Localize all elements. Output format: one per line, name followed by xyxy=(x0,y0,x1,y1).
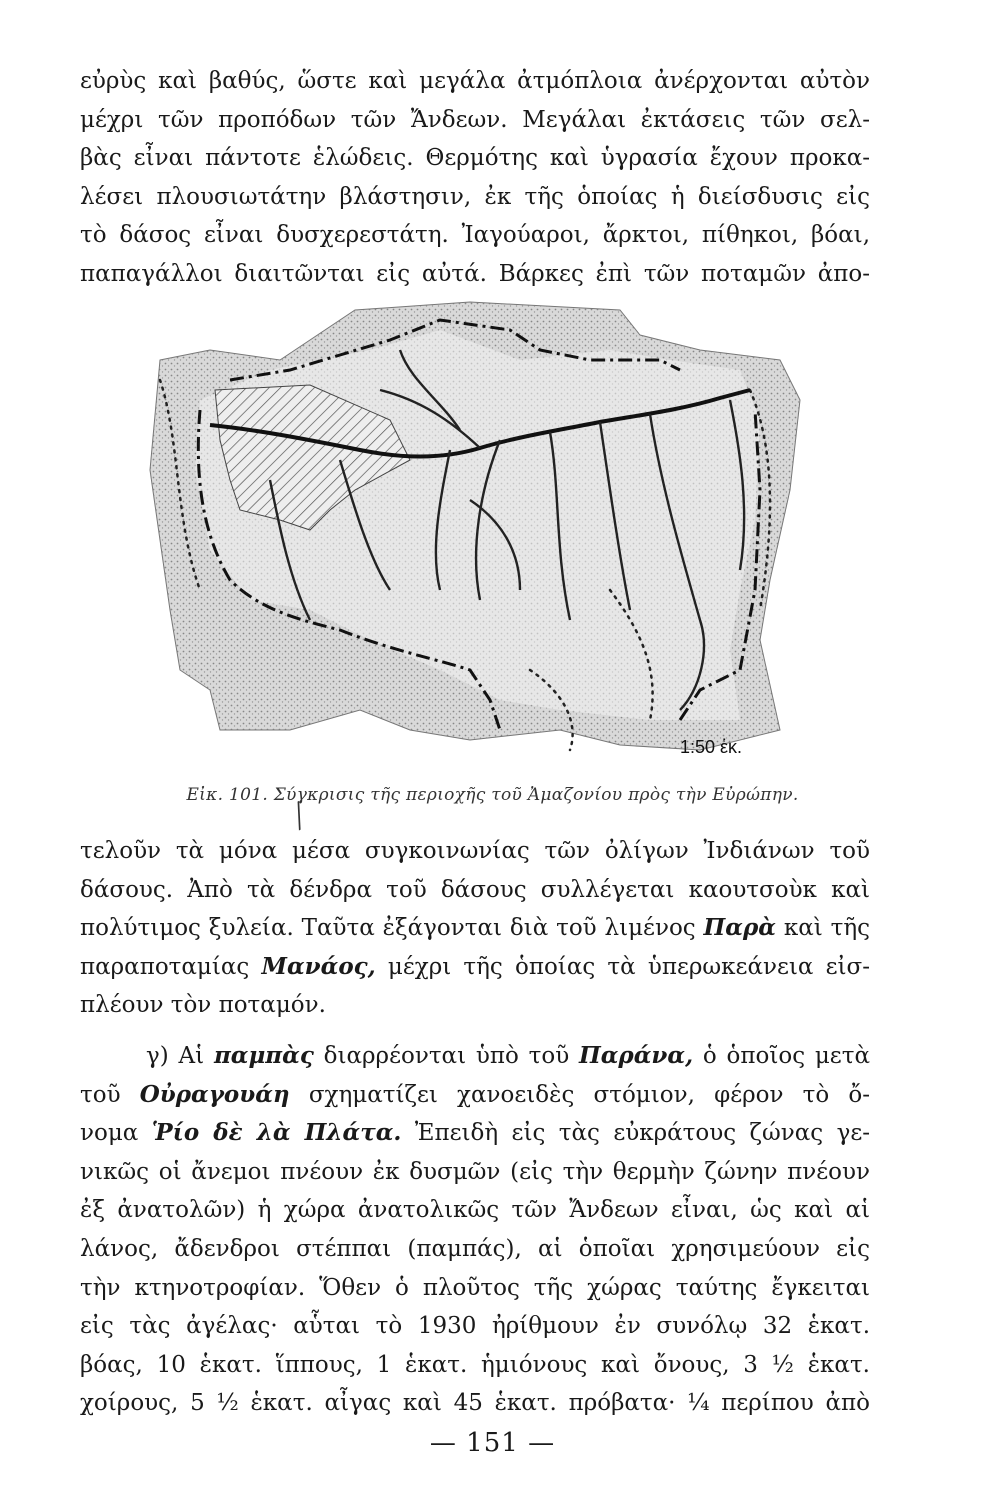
text-line: βὰς εἶναι πάντοτε ἑλώδεις. Θερμότης καὶ ὑγρασία ἔχουν προκα- xyxy=(80,145,870,172)
text-line: παραποταμίας Μανάος, μέχρι τῆς ὁποίας τὰ ὑπερωκεάνεια εἰσ- xyxy=(80,952,871,980)
text-line: τὴν κτηνοτροφίαν. Ὅθεν ὁ πλοῦτος τῆς χώρας ταύτης ἔγκειται xyxy=(80,1274,870,1301)
figure-caption: Εἰκ. 101. Σύγκρισις τῆς περιοχῆς τοῦ Ἀμαζονίου πρὸς τὴν Εὐρώπην. xyxy=(186,785,799,805)
text-line: παπαγάλλοι διαιτῶνται εἰς αὐτά. Βάρκες ἐπὶ τῶν ποταμῶν ἀπο- xyxy=(80,260,870,287)
text-line: δάσους. Ἀπὸ τὰ δένδρα τοῦ δάσους συλλέγεται καουτσοὺκ καὶ xyxy=(80,876,870,903)
map-illustration xyxy=(140,290,820,770)
text-line: πολύτιμος ξυλεία. Ταῦτα ἐξάγονται διὰ τοῦ λιμένος Παρὰ καὶ τῆς xyxy=(80,914,871,942)
text-line: μέχρι τῶν προπόδων τῶν Ἄνδεων. Μεγάλαι ἐκτάσεις τῶν σελ- xyxy=(80,106,870,133)
pencil-mark: ╱ xyxy=(287,802,312,831)
text-line: λάνος, ἄδενδροι στέππαι (παμπάς), αἱ ὁποῖαι χρησιμεύουν εἰς xyxy=(80,1235,870,1262)
paragraph-top xyxy=(80,62,870,294)
text-line: ἐξ ἀνατολῶν) ἡ χώρα ἀνατολικῶς τῶν Ἄνδεων εἶναι, ὡς καὶ αἱ xyxy=(80,1197,870,1224)
text-line: γ) Αἱ παμπὰς διαρρέονται ὑπὸ τοῦ Παράνα, ὁ ὁποῖος μετὰ xyxy=(146,1042,870,1069)
page-number: — 151 — xyxy=(429,1428,556,1458)
paragraph-pampas xyxy=(80,1037,870,1423)
text-line: εἰς τὰς ἀγέλας· αὗται τὸ 1930 ἠρίθμουν ἐν συνόλῳ 32 ἑκατ. xyxy=(80,1313,870,1340)
text-line: τοῦ Οὐραγουάη σχηματίζει χανοειδὲς στόμιον, φέρον τὸ ὄ- xyxy=(80,1080,871,1108)
text-line: εὐρὺς καὶ βαθύς, ὥστε καὶ μεγάλα ἀτμόπλοια ἀνέρχονται αὐτὸν xyxy=(80,68,870,94)
text-line: νομα Ῥίο δὲ λὰ Πλάτα. Ἐπειδὴ εἰς τὰς εὐκράτους ζώνας γε- xyxy=(80,1119,871,1147)
text-line: λέσει πλουσιωτάτην βλάστησιν, ἐκ τῆς ὁποίας ἡ διείσδυσις εἰς xyxy=(80,183,870,210)
amazon-europe-map-figure xyxy=(140,290,820,770)
text-line: πλέουν τὸν ποταμόν. xyxy=(80,992,326,1019)
text-line: βόας, 10 ἑκατ. ἵππους, 1 ἑκατ. ἡμιόνους καὶ ὄνους, 3 ½ ἑκατ. xyxy=(80,1351,870,1378)
text-line: τελοῦν τὰ μόνα μέσα συγκοινωνίας τῶν ὀλίγων Ἰνδιάνων τοῦ xyxy=(80,838,870,864)
map-scale-label: 1:50 ἑκ. xyxy=(680,737,743,757)
text-line: χοίρους, 5 ½ ἑκατ. αἶγας καὶ 45 ἑκατ. πρόβατα· ¼ περίπου ἀπὸ xyxy=(80,1390,870,1417)
text-line: νικῶς οἱ ἄνεμοι πνέουν ἐκ δυσμῶν (εἰς τὴν θερμὴν ζώνην πνέουν xyxy=(80,1158,870,1185)
text-line: τὸ δάσος εἶναι δυσχερεστάτη. Ἰαγούαροι, ἄρκτοι, πίθηκοι, βόαι, xyxy=(80,222,870,249)
paragraph-middle xyxy=(80,832,870,1025)
